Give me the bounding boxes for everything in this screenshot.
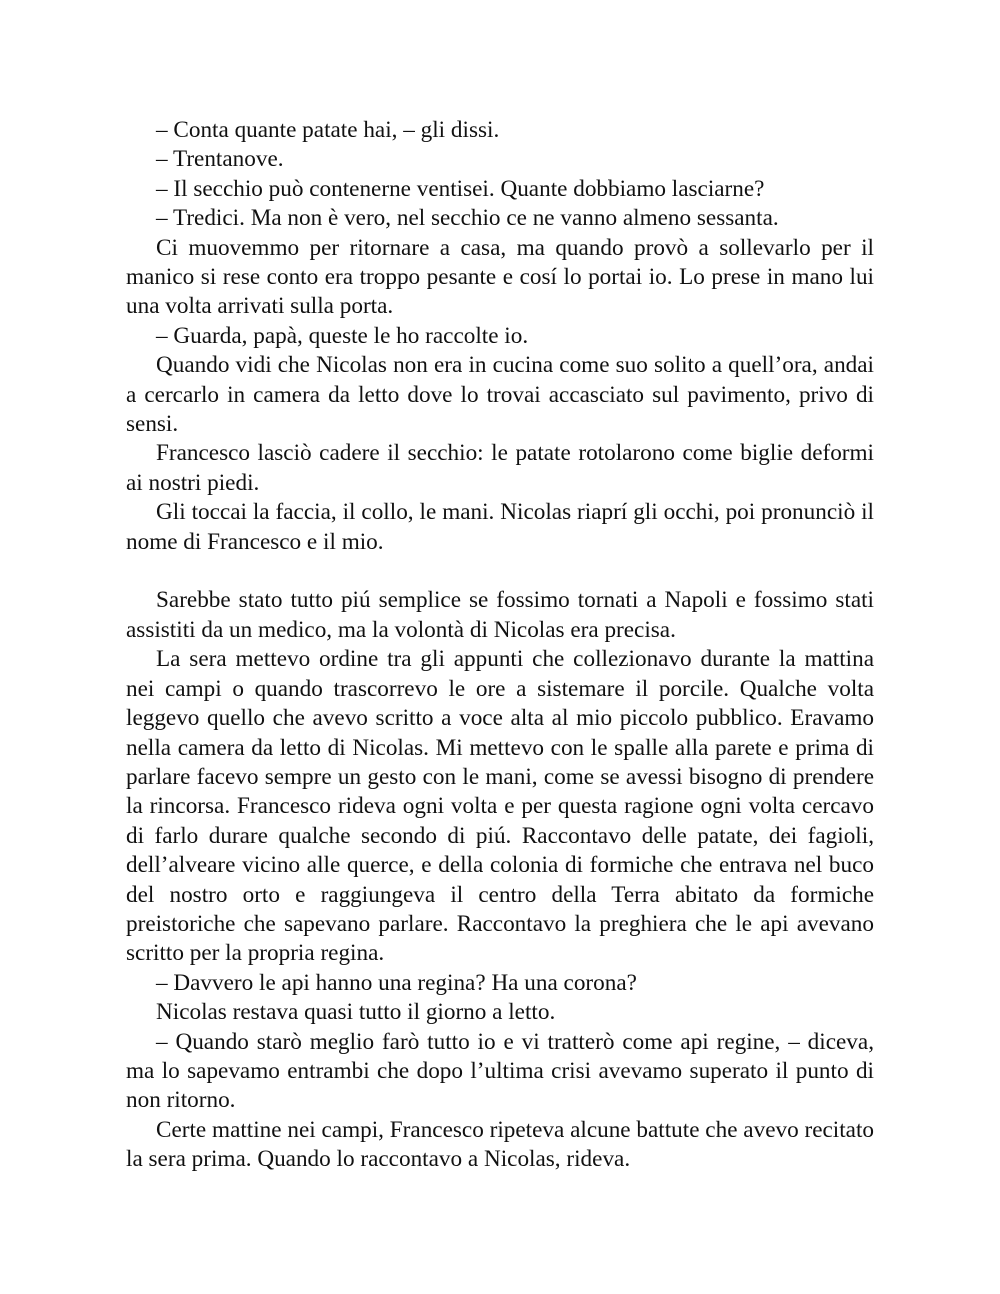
dialogue-line: – Tredici. Ma non è vero, nel secchio ce ne vanno almeno sessanta. [156,205,779,232]
dialogue-line: – Conta quante patate hai, – gli dissi. [156,117,500,143]
page-body [126,116,874,1175]
paragraph: Sarebbe stato tutto piú semplice se fossimo tornati a Napoli e fossimo stati assistiti da un medico, ma la volontà di Nicolas era precisa. [126,587,874,643]
paragraph: Quando vidi che Nicolas non era in cucina come suo solito a quell’ora, andai a cercarlo in camera da letto dove lo trovai accasciato sul pavimento, privo di sensi. [126,352,874,438]
dialogue-line: – Il secchio può contenerne ventisei. Quante dobbiamo lasciarne? [156,175,765,202]
dialogue-line: – Quando starò meglio farò tutto io e vi tratterò come api regine, – diceva, ma lo sapevamo entrambi che dopo l’ultima crisi avevamo superato il punto di non ritorno. [126,1028,874,1114]
paragraph: La sera mettevo ordine tra gli appunti che collezionavo durante la mattina nei campi o quando trascorrevo le ore a sistemare il porcile. Qualche volta leggevo quello che avevo scritto a voce alta al mio piccolo pubblico. Eravamo nella camera da letto di Nicolas. Mi mettevo con le spalle alla parete e prima di parlare facevo sempre un gesto con le mani, come se avessi bisogno di prendere la rincorsa. Francesco rideva ogni volta e per questa ragione ogni volta cercavo di farlo durare qualche secondo di piú. Raccontavo delle patate, dei fagioli, dell’alveare vicino alle querce, e della colonia di formiche che entrava nel buco del nostro orto e raggiungeva il centro della Terra abitato da formiche preistoriche che sapevano parlare. Raccontavo la preghiera che le api avevano scritto per la propria regina. [126,646,874,967]
paragraph: Certe mattine nei campi, Francesco ripeteva alcune battute che avevo recitato la sera prima. Quando lo raccontavo a Nicolas, rideva. [126,1116,874,1173]
dialogue-line: – Guarda, papà, queste le ho raccolte io. [156,322,529,349]
paragraph: Nicolas restava quasi tutto il giorno a letto. [156,999,556,1026]
paragraph: Gli toccai la faccia, il collo, le mani. Nicolas riaprí gli occhi, poi pronunciò il nome di Francesco e il mio. [126,499,874,555]
paragraph: Francesco lasciò cadere il secchio: le patate rotolarono come biglie deformi ai nostri piedi. [126,440,874,496]
dialogue-line: – Davvero le api hanno una regina? Ha una corona? [156,969,637,996]
paragraph: Ci muovemmo per ritornare a casa, ma quando provò a sollevarlo per il manico si rese conto era troppo pesante e cosí lo portai io. Lo prese in mano lui una volta arrivati sulla porta. [126,234,874,320]
dialogue-line: – Trentanove. [156,146,284,173]
